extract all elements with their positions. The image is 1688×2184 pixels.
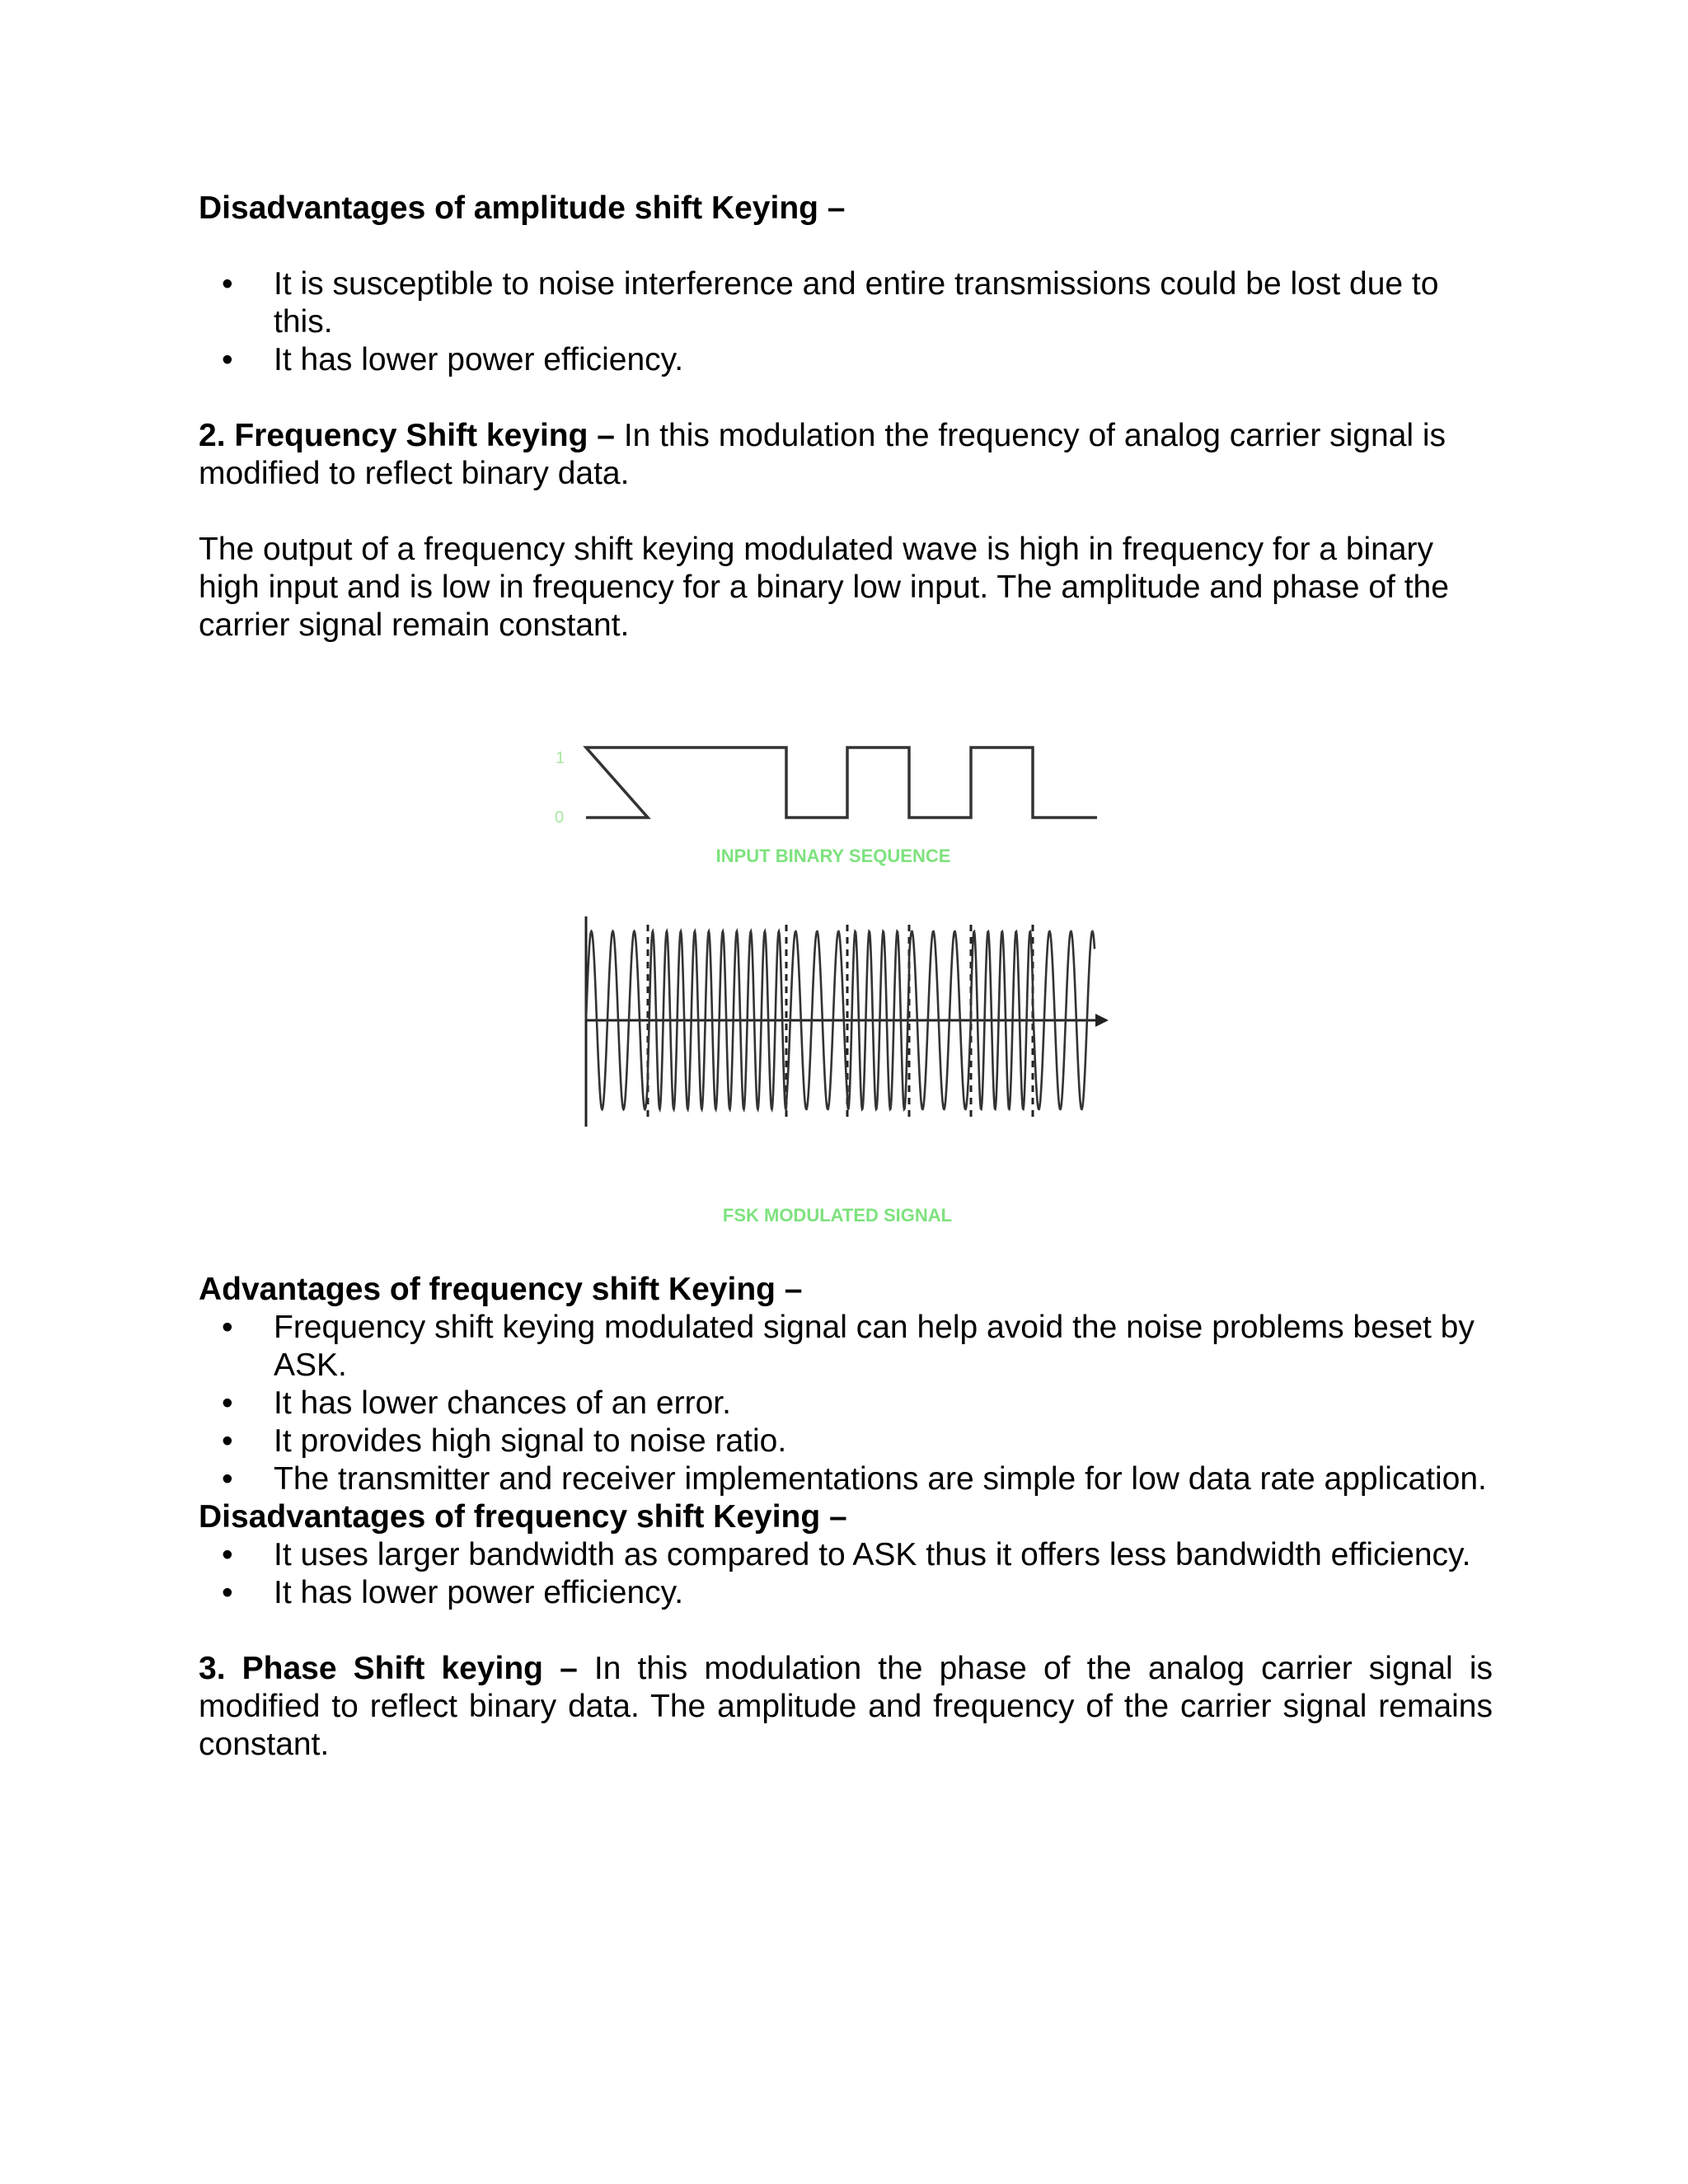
list-item: • It uses larger bandwidth as compared to ASK thus it offers less bandwidth efficiency.	[199, 1536, 1493, 1574]
level-zero-label: 0	[555, 808, 565, 827]
list-item: • It has lower chances of an error.	[199, 1385, 1493, 1422]
fsk-disadvantages-heading: Disadvantages of frequency shift Keying –	[199, 1499, 847, 1535]
fsk-intro-paragraph	[199, 417, 1493, 493]
spacer	[199, 1612, 1493, 1650]
fsk-advantages-list	[199, 1309, 1493, 1498]
list-item: • It has lower power efficiency.	[199, 341, 1493, 379]
list-item: • The transmitter and receiver implementations are simple for low data rate application.	[199, 1460, 1493, 1498]
input-binary-sequence-caption: INPUT BINARY SEQUENCE	[715, 846, 951, 866]
psk-section-intro: In this modulation the phase of the analog carrier signal is modified to reflect binary data. The amplitude and frequency of the carrier signal remains constant.	[199, 1651, 1493, 1762]
list-item: • Frequency shift keying modulated signal can help avoid the noise problems beset by ASK.	[199, 1309, 1493, 1385]
ask-disadvantages-heading: Disadvantages of amplitude shift Keying –	[199, 190, 846, 226]
spacer	[199, 227, 1493, 265]
fsk-disadvantages-list	[199, 1536, 1493, 1612]
document-page	[199, 190, 1493, 1764]
list-item: • It has lower power efficiency.	[199, 1574, 1493, 1612]
fsk-section-title: 2. Frequency Shift keying –	[199, 418, 615, 453]
spacer	[199, 379, 1493, 417]
level-one-label: 1	[556, 749, 565, 767]
psk-section-title: 3. Phase Shift keying –	[199, 1651, 578, 1686]
list-item: • It provides high signal to noise ratio.	[199, 1422, 1493, 1460]
fsk-diagram	[199, 644, 1493, 1271]
fsk-figure	[199, 644, 1493, 1271]
fsk-description-paragraph: The output of a frequency shift keying modulated wave is high in frequency for a binary high input and is low in frequency for a binary low input. The amplitude and phase of the carrier signal remain constant.	[199, 532, 1449, 643]
input-square-wave	[586, 748, 1097, 818]
fsk-advantages-heading: Advantages of frequency shift Keying –	[199, 1272, 803, 1307]
time-axis-arrow-icon	[1095, 1014, 1109, 1027]
fsk-section-intro: In this modulation the frequency of analog carrier signal is modified to reflect binary data.	[199, 418, 1447, 491]
list-item: • It is susceptible to noise interference and entire transmissions could be lost due to this.	[199, 265, 1493, 341]
psk-intro-paragraph	[199, 1650, 1493, 1764]
spacer	[199, 493, 1493, 531]
fsk-modulated-signal-caption: FSK MODULATED SIGNAL	[722, 1205, 953, 1226]
ask-disadvantages-list	[199, 265, 1493, 379]
